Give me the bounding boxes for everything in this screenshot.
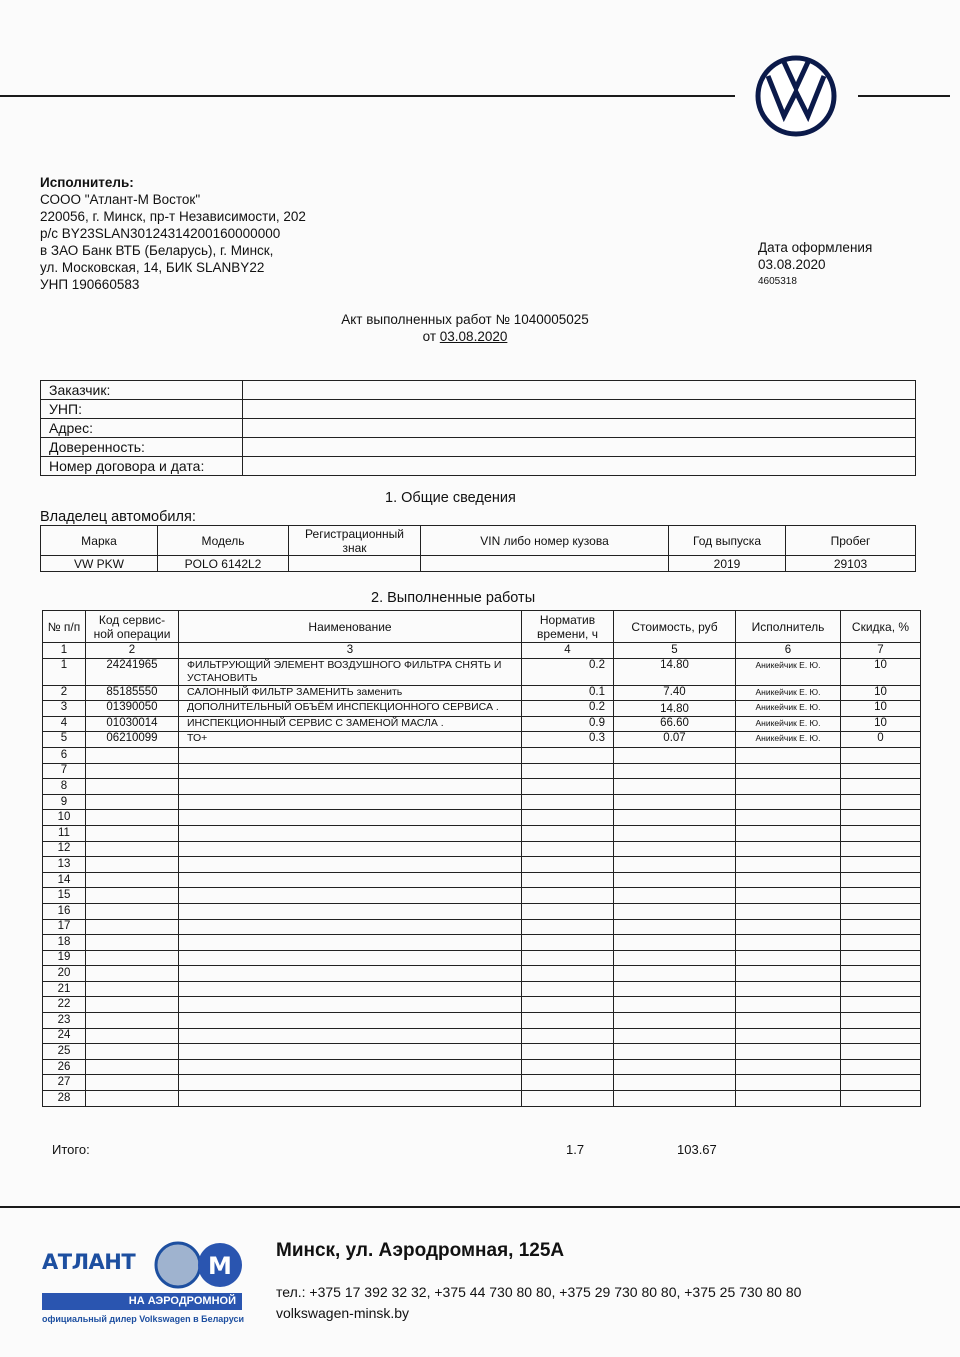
row-number: 6 <box>43 747 86 763</box>
empty-cell <box>522 779 614 795</box>
dealer-website[interactable]: volkswagen-minsk.by <box>276 1305 410 1321</box>
row-number: 19 <box>43 950 86 966</box>
empty-cell <box>86 903 179 919</box>
work-row-empty <box>43 1013 921 1029</box>
empty-cell <box>736 763 841 779</box>
work-row-empty <box>43 903 921 919</box>
empty-cell <box>614 810 736 826</box>
header-rule-right <box>858 95 950 97</box>
works-header: Скидка, % <box>841 611 921 643</box>
row-number: 21 <box>43 981 86 997</box>
empty-cell <box>614 794 736 810</box>
empty-cell <box>522 966 614 982</box>
car-vin <box>421 556 669 572</box>
row-number: 9 <box>43 794 86 810</box>
work-row-empty <box>43 1091 921 1107</box>
section-general: 1. Общие сведения <box>385 490 516 506</box>
proxy-label: Доверенность: <box>41 438 243 457</box>
empty-cell <box>841 747 921 763</box>
car-make: VW PKW <box>41 556 158 572</box>
empty-cell <box>614 1013 736 1029</box>
empty-cell <box>841 1044 921 1060</box>
dealer-phones: тел.: +375 17 392 32 32, +375 44 730 80 80, +375 29 730 80 80, +375 25 730 80 80 <box>276 1284 802 1300</box>
empty-cell <box>614 872 736 888</box>
empty-cell <box>736 1044 841 1060</box>
empty-cell <box>179 888 522 904</box>
empty-cell <box>522 1075 614 1091</box>
empty-cell <box>179 1044 522 1060</box>
empty-cell <box>614 903 736 919</box>
empty-cell <box>86 1028 179 1044</box>
executor-line: 220056, г. Минск, пр-т Независимости, 202 <box>40 209 306 224</box>
row-number: 22 <box>43 997 86 1013</box>
row-number: 28 <box>43 1091 86 1107</box>
discount: 0 <box>841 732 921 748</box>
empty-cell <box>736 1091 841 1107</box>
empty-cell <box>841 1075 921 1091</box>
empty-cell <box>841 841 921 857</box>
empty-cell <box>522 997 614 1013</box>
work-row-empty <box>43 888 921 904</box>
works-header: Код сервис-ной операции <box>86 611 179 643</box>
row-number: 7 <box>43 763 86 779</box>
logo-emblem-icon <box>154 1240 246 1290</box>
customer-table <box>40 380 916 476</box>
empty-cell <box>736 1028 841 1044</box>
empty-cell <box>522 1028 614 1044</box>
work-row <box>43 658 921 685</box>
works-header: Стоимость, руб <box>614 611 736 643</box>
empty-cell <box>522 841 614 857</box>
vw-logo-icon <box>754 54 838 138</box>
empty-cell <box>86 1013 179 1029</box>
car-header: Пробег <box>786 526 916 556</box>
issue-date-block <box>758 239 872 290</box>
row-number: 5 <box>43 732 86 748</box>
empty-cell <box>86 825 179 841</box>
empty-cell <box>522 1091 614 1107</box>
logo-text: АТЛАНТ <box>42 1250 136 1274</box>
empty-cell <box>614 747 736 763</box>
operation-code: 01030014 <box>86 716 179 732</box>
empty-cell <box>736 825 841 841</box>
empty-cell <box>522 794 614 810</box>
header-rule <box>0 95 735 97</box>
title-date: 03.08.2020 <box>439 329 508 344</box>
document-title <box>0 311 930 345</box>
customer-label: Заказчик: <box>41 381 243 400</box>
empty-cell <box>86 794 179 810</box>
empty-cell <box>522 872 614 888</box>
dealer-address: Минск, ул. Аэродромная, 125А <box>276 1240 565 1261</box>
car-header: Марка <box>41 526 158 556</box>
empty-cell <box>841 1013 921 1029</box>
empty-cell <box>522 888 614 904</box>
address-value <box>243 419 916 438</box>
operation-name: ТО+ <box>179 732 522 748</box>
works-table <box>42 610 921 1107</box>
empty-cell <box>179 1091 522 1107</box>
empty-cell <box>841 950 921 966</box>
empty-cell <box>86 966 179 982</box>
contract-label: Номер договора и дата: <box>41 457 243 476</box>
empty-cell <box>736 935 841 951</box>
empty-cell <box>736 966 841 982</box>
column-number: 6 <box>736 643 841 659</box>
works-header: Наименование <box>179 611 522 643</box>
row-number: 11 <box>43 825 86 841</box>
cost: 14.80 <box>614 701 736 717</box>
operation-name: ФИЛЬТРУЮЩИЙ ЭЛЕМЕНТ ВОЗДУШНОГО ФИЛЬТРА СНЯТЬ И УСТАНОВИТЬ <box>179 658 522 685</box>
empty-cell <box>179 825 522 841</box>
empty-cell <box>179 1028 522 1044</box>
work-row-empty <box>43 981 921 997</box>
works-header: Норматив времени, ч <box>522 611 614 643</box>
row-number: 14 <box>43 872 86 888</box>
empty-cell <box>179 966 522 982</box>
row-number: 13 <box>43 857 86 873</box>
cost: 0.07 <box>614 732 736 748</box>
work-row <box>43 701 921 717</box>
empty-cell <box>179 763 522 779</box>
empty-cell <box>86 779 179 795</box>
empty-cell <box>614 919 736 935</box>
empty-cell <box>614 997 736 1013</box>
empty-cell <box>179 950 522 966</box>
empty-cell <box>179 903 522 919</box>
empty-cell <box>841 1091 921 1107</box>
car-header: Год выпуска <box>669 526 786 556</box>
total-time: 1.7 <box>566 1142 585 1157</box>
cost: 66.60 <box>614 716 736 732</box>
cost: 14.80 <box>614 658 736 685</box>
work-row-empty <box>43 794 921 810</box>
empty-cell <box>179 747 522 763</box>
car-header: Регистрационный знак <box>289 526 421 556</box>
empty-cell <box>522 903 614 919</box>
empty-cell <box>841 997 921 1013</box>
executor-line: ул. Московская, 14, БИК SLANBY22 <box>40 260 265 275</box>
title-prefix: от <box>422 329 440 344</box>
worker: Аникейчик Е. Ю. <box>736 701 841 717</box>
empty-cell <box>614 950 736 966</box>
empty-cell <box>86 747 179 763</box>
empty-cell <box>614 779 736 795</box>
empty-cell <box>841 794 921 810</box>
row-number: 18 <box>43 935 86 951</box>
empty-cell <box>841 1059 921 1075</box>
empty-cell <box>841 903 921 919</box>
worker: Аникейчик Е. Ю. <box>736 716 841 732</box>
empty-cell <box>614 966 736 982</box>
empty-cell <box>736 1059 841 1075</box>
discount: 10 <box>841 658 921 685</box>
empty-cell <box>614 857 736 873</box>
empty-cell <box>179 1059 522 1075</box>
empty-cell <box>614 1028 736 1044</box>
empty-cell <box>841 810 921 826</box>
empty-cell <box>179 1075 522 1091</box>
empty-cell <box>736 1075 841 1091</box>
work-row <box>43 716 921 732</box>
column-number: 2 <box>86 643 179 659</box>
empty-cell <box>736 981 841 997</box>
empty-cell <box>522 747 614 763</box>
empty-cell <box>179 872 522 888</box>
car-plate <box>289 556 421 572</box>
operation-code: 06210099 <box>86 732 179 748</box>
work-row-empty <box>43 857 921 873</box>
operation-name: ДОПОЛНИТЕЛЬНЫЙ ОБЪЁМ ИНСПЕКЦИОННОГО СЕРВИСА . <box>179 701 522 717</box>
work-row-empty <box>43 966 921 982</box>
column-number: 3 <box>179 643 522 659</box>
empty-cell <box>614 1091 736 1107</box>
empty-cell <box>522 935 614 951</box>
operation-name: САЛОННЫЙ ФИЛЬТР ЗАМЕНИТЬ заменить <box>179 685 522 701</box>
empty-cell <box>522 825 614 841</box>
work-row-empty <box>43 810 921 826</box>
row-number: 27 <box>43 1075 86 1091</box>
empty-cell <box>614 981 736 997</box>
time-norm: 0.3 <box>522 732 614 748</box>
empty-cell <box>614 935 736 951</box>
row-number: 26 <box>43 1059 86 1075</box>
empty-cell <box>86 1075 179 1091</box>
empty-cell <box>179 981 522 997</box>
empty-cell <box>86 950 179 966</box>
empty-cell <box>522 1013 614 1029</box>
empty-cell <box>841 935 921 951</box>
executor-line: р/с BY23SLAN30124314200160000000 <box>40 226 281 241</box>
row-number: 17 <box>43 919 86 935</box>
work-row-empty <box>43 763 921 779</box>
empty-cell <box>522 810 614 826</box>
car-header: VIN либо номер кузова <box>421 526 669 556</box>
issue-code: 4605318 <box>758 276 797 287</box>
proxy-value <box>243 438 916 457</box>
work-row-empty <box>43 841 921 857</box>
empty-cell <box>522 1059 614 1075</box>
empty-cell <box>86 857 179 873</box>
works-header: № п/п <box>43 611 86 643</box>
empty-cell <box>614 825 736 841</box>
executor-block <box>40 174 306 293</box>
empty-cell <box>86 997 179 1013</box>
time-norm: 0.1 <box>522 685 614 701</box>
row-number: 15 <box>43 888 86 904</box>
empty-cell <box>86 888 179 904</box>
work-row-empty <box>43 919 921 935</box>
row-number: 16 <box>43 903 86 919</box>
empty-cell <box>841 1028 921 1044</box>
work-row <box>43 685 921 701</box>
empty-cell <box>179 841 522 857</box>
empty-cell <box>522 763 614 779</box>
empty-cell <box>736 841 841 857</box>
empty-cell <box>841 763 921 779</box>
empty-cell <box>736 997 841 1013</box>
empty-cell <box>522 950 614 966</box>
empty-cell <box>736 1013 841 1029</box>
work-row-empty <box>43 779 921 795</box>
row-number: 10 <box>43 810 86 826</box>
executor-line: в ЗАО Банк ВТБ (Беларусь), г. Минск, <box>40 243 274 258</box>
executor-line: СООО "Атлант-М Восток" <box>40 192 201 207</box>
empty-cell <box>736 779 841 795</box>
row-number: 1 <box>43 658 86 685</box>
row-number: 8 <box>43 779 86 795</box>
empty-cell <box>841 872 921 888</box>
work-row-empty <box>43 747 921 763</box>
empty-cell <box>179 1013 522 1029</box>
time-norm: 0.2 <box>522 658 614 685</box>
work-row-empty <box>43 950 921 966</box>
car-year: 2019 <box>669 556 786 572</box>
empty-cell <box>86 981 179 997</box>
empty-cell <box>841 857 921 873</box>
discount: 10 <box>841 716 921 732</box>
time-norm: 0.2 <box>522 701 614 717</box>
empty-cell <box>86 1044 179 1060</box>
column-number: 5 <box>614 643 736 659</box>
title-line: Акт выполненных работ № 1040005025 <box>341 312 589 327</box>
empty-cell <box>522 981 614 997</box>
discount: 10 <box>841 701 921 717</box>
empty-cell <box>614 763 736 779</box>
empty-cell <box>736 794 841 810</box>
empty-cell <box>736 810 841 826</box>
worker: Аникейчик Е. Ю. <box>736 732 841 748</box>
worker: Аникейчик Е. Ю. <box>736 658 841 685</box>
column-number: 4 <box>522 643 614 659</box>
empty-cell <box>86 841 179 857</box>
empty-cell <box>179 935 522 951</box>
total-label: Итого: <box>52 1142 90 1157</box>
row-number: 25 <box>43 1044 86 1060</box>
footer-rule <box>0 1206 960 1208</box>
work-row-empty <box>43 1028 921 1044</box>
operation-code: 24241965 <box>86 658 179 685</box>
empty-cell <box>736 903 841 919</box>
empty-cell <box>736 919 841 935</box>
unp-label: УНП: <box>41 400 243 419</box>
logo-m: M <box>208 1252 232 1280</box>
empty-cell <box>736 747 841 763</box>
unp-value <box>243 400 916 419</box>
empty-cell <box>614 1044 736 1060</box>
empty-cell <box>179 810 522 826</box>
row-number: 23 <box>43 1013 86 1029</box>
work-row-empty <box>43 1075 921 1091</box>
empty-cell <box>522 1044 614 1060</box>
empty-cell <box>841 919 921 935</box>
total-cost: 103.67 <box>677 1142 717 1157</box>
car-model: POLO 6142L2 <box>158 556 289 572</box>
empty-cell <box>841 966 921 982</box>
customer-value <box>243 381 916 400</box>
operation-code: 01390050 <box>86 701 179 717</box>
work-row-empty <box>43 997 921 1013</box>
logo-subtitle: официальный дилер Volkswagen в Беларуси <box>42 1314 245 1324</box>
operation-code: 85185550 <box>86 685 179 701</box>
row-number: 24 <box>43 1028 86 1044</box>
row-number: 3 <box>43 701 86 717</box>
work-row-empty <box>43 935 921 951</box>
worker: Аникейчик Е. Ю. <box>736 685 841 701</box>
address-label: Адрес: <box>41 419 243 438</box>
empty-cell <box>179 919 522 935</box>
row-number: 20 <box>43 966 86 982</box>
car-table <box>40 525 916 572</box>
empty-cell <box>841 888 921 904</box>
logo-band: НА АЭРОДРОМНОЙ <box>42 1293 242 1310</box>
works-header: Исполнитель <box>736 611 841 643</box>
car-mileage: 29103 <box>786 556 916 572</box>
empty-cell <box>841 981 921 997</box>
executor-label: Исполнитель: <box>40 175 134 190</box>
owner-label: Владелец автомобиля: <box>40 509 196 525</box>
empty-cell <box>841 825 921 841</box>
empty-cell <box>614 888 736 904</box>
row-number: 4 <box>43 716 86 732</box>
issue-date: 03.08.2020 <box>758 257 826 272</box>
executor-line: УНП 190660583 <box>40 277 140 292</box>
discount: 10 <box>841 685 921 701</box>
work-row <box>43 732 921 748</box>
empty-cell <box>614 1059 736 1075</box>
section-works: 2. Выполненные работы <box>371 590 536 606</box>
empty-cell <box>841 779 921 795</box>
empty-cell <box>86 919 179 935</box>
empty-cell <box>522 919 614 935</box>
column-number: 7 <box>841 643 921 659</box>
empty-cell <box>86 763 179 779</box>
empty-cell <box>736 950 841 966</box>
empty-cell <box>179 779 522 795</box>
car-header: Модель <box>158 526 289 556</box>
empty-cell <box>86 1091 179 1107</box>
row-number: 2 <box>43 685 86 701</box>
empty-cell <box>736 872 841 888</box>
empty-cell <box>179 857 522 873</box>
empty-cell <box>179 794 522 810</box>
cost: 7.40 <box>614 685 736 701</box>
column-number: 1 <box>43 643 86 659</box>
issue-date-label: Дата оформления <box>758 240 873 255</box>
empty-cell <box>614 1075 736 1091</box>
empty-cell <box>86 810 179 826</box>
contract-value <box>243 457 916 476</box>
time-norm: 0.9 <box>522 716 614 732</box>
empty-cell <box>736 857 841 873</box>
work-row-empty <box>43 872 921 888</box>
empty-cell <box>86 872 179 888</box>
work-row-empty <box>43 1059 921 1075</box>
empty-cell <box>86 935 179 951</box>
empty-cell <box>179 997 522 1013</box>
empty-cell <box>522 857 614 873</box>
work-row-empty <box>43 1044 921 1060</box>
empty-cell <box>614 841 736 857</box>
empty-cell <box>86 1059 179 1075</box>
work-row-empty <box>43 825 921 841</box>
empty-cell <box>736 888 841 904</box>
operation-name: ИНСПЕКЦИОННЫЙ СЕРВИС С ЗАМЕНОЙ МАСЛА . <box>179 716 522 732</box>
row-number: 12 <box>43 841 86 857</box>
